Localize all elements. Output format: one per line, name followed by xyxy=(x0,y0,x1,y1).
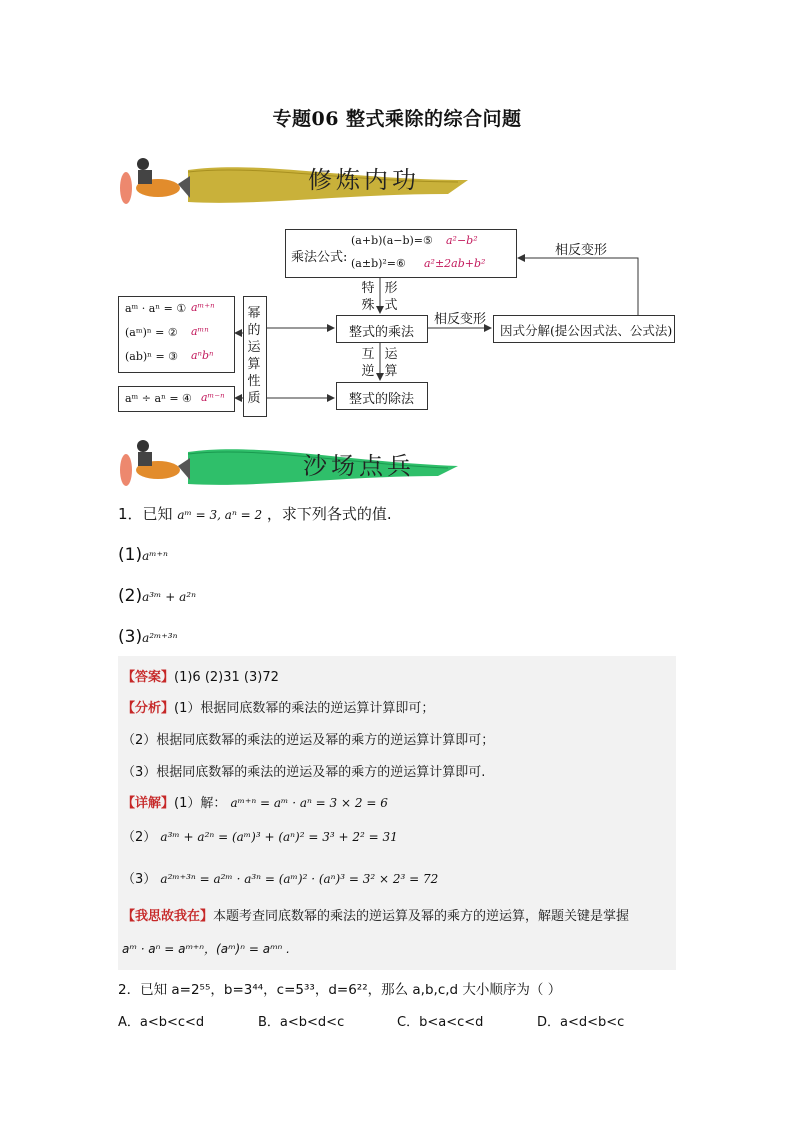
analysis-1: (1）根据同底数幂的乘法的逆运算计算即可； xyxy=(174,701,435,716)
detail-1-prefix: (1）解： xyxy=(174,796,227,811)
q1-part2-expr: a³ᵐ + a²ⁿ xyxy=(142,590,196,604)
note-line xyxy=(122,905,674,924)
detail-3-prefix: （3） xyxy=(122,872,157,887)
q1-part3-expr: a²ᵐ⁺³ⁿ xyxy=(142,631,178,645)
analysis-line-3: （3）根据同底数幂的乘法的逆运及幂的乘方的逆运算计算即可. xyxy=(122,765,486,780)
formula2-left: (a±b)²=⑥ xyxy=(351,257,406,270)
answer-line xyxy=(122,666,279,685)
option-b[interactable]: B．a<b<d<c xyxy=(258,1015,345,1030)
division-label: 整式的除法 xyxy=(349,392,415,407)
question-1 xyxy=(118,503,392,524)
page-title: 专题06 整式乘除的综合问题 xyxy=(272,108,522,130)
rule1-right: aᵐ⁺ⁿ xyxy=(191,301,215,314)
rule3-left: (ab)ⁿ = ③ xyxy=(125,350,179,363)
rule3-right: aⁿbⁿ xyxy=(191,349,214,362)
analysis-line-1 xyxy=(122,697,434,716)
detail-line-2 xyxy=(122,826,398,845)
reverse-transform-label-2: 相反变形 xyxy=(434,312,487,327)
banner-label-2: 沙场点兵 xyxy=(303,452,415,480)
q1-part2 xyxy=(118,586,196,606)
rule4-left: aᵐ ÷ aⁿ = ④ xyxy=(125,392,192,405)
q1-number: 1．已知 xyxy=(118,505,173,523)
special-label: 特殊 xyxy=(361,281,375,313)
reverse-transform-label-1: 相反变形 xyxy=(555,243,608,258)
question-2: 2．已知 a=2⁵⁵，b=3⁴⁴，c=5³³，d=6²²，那么 a,b,c,d 大小顺序为（ ） xyxy=(118,982,562,998)
detail-line-3 xyxy=(122,868,438,887)
q1-part3 xyxy=(118,627,177,647)
operation-label: 运算 xyxy=(384,347,398,379)
note-text: 本题考查同底数幂的乘法的逆运算及幂的乘方的逆运算，解题关键是掌握 xyxy=(213,909,630,924)
q1-part1 xyxy=(118,545,168,565)
factorization-label: 因式分解(提公因式法、公式法) xyxy=(500,323,673,338)
detail-1: aᵐ⁺ⁿ = aᵐ · aⁿ = 3 × 2 = 6 xyxy=(230,796,388,810)
answer-value: (1)6 (2)31 (3)72 xyxy=(174,670,279,685)
banner-label: 修炼内功 xyxy=(308,166,420,194)
airplane-banner-icon-2 xyxy=(118,432,468,492)
answer-label: 【答案】 xyxy=(122,670,175,685)
formula2-right: a²±2ab+b² xyxy=(424,257,486,270)
note-label: 【我思故我在】 xyxy=(122,909,214,924)
option-c[interactable]: C．b<a<c<d xyxy=(397,1015,484,1030)
q1-condition: aᵐ = 3, aⁿ = 2 xyxy=(177,508,263,522)
detail-line-1 xyxy=(122,792,388,811)
analysis-label: 【分析】 xyxy=(122,701,175,716)
option-a[interactable]: A．a<b<c<d xyxy=(118,1015,205,1030)
q1-part3-label: (3) xyxy=(118,627,143,647)
q1-text: ，求下列各式的值. xyxy=(266,505,392,523)
formula1-right: a²−b² xyxy=(446,234,478,247)
rule2-right: aᵐⁿ xyxy=(191,325,209,338)
diagram-arrows xyxy=(0,0,794,440)
detail-3: a²ᵐ⁺³ⁿ = a²ᵐ · a³ⁿ = (aᵐ)² · (aⁿ)³ = 3² × 2³ = 72 xyxy=(160,872,439,886)
section-banner-exercise xyxy=(118,432,468,492)
detail-2: a³ᵐ + a²ⁿ = (aᵐ)³ + (aⁿ)² = 3³ + 2² = 31 xyxy=(160,830,398,844)
q1-part2-label: (2) xyxy=(118,586,143,606)
rule2-left: (aᵐ)ⁿ = ② xyxy=(125,326,178,339)
power-props-label: 幂的运算性质 xyxy=(247,306,261,406)
option-d[interactable]: D．a<d<b<c xyxy=(537,1015,625,1030)
form-label: 形式 xyxy=(384,281,398,313)
note-formula: aᵐ · aⁿ = aᵐ⁺ⁿ，(aᵐ)ⁿ = aᵐⁿ . xyxy=(122,942,290,956)
inverse-label: 互逆 xyxy=(361,347,375,379)
formula1-left: (a+b)(a−b)=⑤ xyxy=(351,234,433,247)
detail-label: 【详解】 xyxy=(122,796,175,811)
q1-part1-label: (1) xyxy=(118,545,143,565)
multiplication-label: 整式的乘法 xyxy=(349,325,415,340)
formula-label: 乘法公式: xyxy=(291,250,348,265)
analysis-line-2: （2）根据同底数幂的乘法的逆运及幂的乘方的逆运算计算即可； xyxy=(122,733,495,748)
detail-2-prefix: （2） xyxy=(122,830,157,845)
q1-part1-expr: aᵐ⁺ⁿ xyxy=(142,549,168,563)
rule1-left: aᵐ · aⁿ = ① xyxy=(125,302,187,315)
rule4-right: aᵐ⁻ⁿ xyxy=(201,391,225,404)
